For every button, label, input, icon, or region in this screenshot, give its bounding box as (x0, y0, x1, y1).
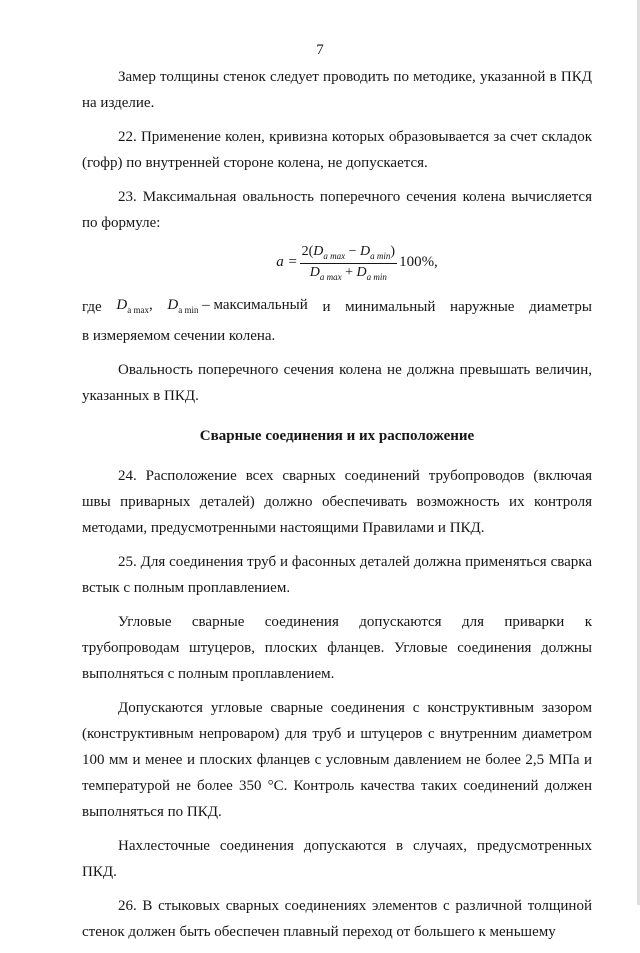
paragraph-measurement: Замер толщины стенок следует проводить по методике, указанной в ПКД на изделие. (82, 69, 592, 111)
paragraph-overlap-joints: Нахлесточные соединения допускаются в случаях, предусмотренных ПКД. (82, 837, 592, 880)
paragraph-26: 26. В стыковых сварных соединениях элементов с различной толщиной стенок должен быть обеспечен плавный переход от большего к меньшему (82, 897, 592, 940)
paragraph-23: 23. Максимальная овальность поперечного сечения колена вычисляется по формуле: (82, 189, 592, 231)
symbol-dmin: $D_{a min}$ – максимальный (167, 296, 308, 315)
formula-fraction (300, 244, 398, 282)
symbol-dmax: $D_{a max}$, (116, 296, 153, 315)
paragraph-allowed-joints: Допускаются угловые сварные соединения с конструктивным зазором (конструктивным непроваром) для труб и штуцеров с внутренним диаметром 100 мм и менее и плоских фланцев с условным давлением не более 2,5 МПа и температурой не более 350 °С. Контроль качества таких соединений должен выполняться по ПКД. (82, 699, 592, 820)
paragraph-ovality: Овальность поперечного сечения колена не должна превышать величин, указанных в ПКД. (82, 361, 592, 404)
section-heading: Сварные соединения и их расположение (199, 427, 475, 444)
formula-tail: 100%, (399, 254, 438, 271)
document-body (82, 64, 592, 953)
paragraph-24: 24. Расположение всех сварных соединений трубопроводов (включая швы приварных деталей) должно обеспечивать возможность их контроля методами, предусмотренными настоящими Правилами и ПКД. (82, 467, 592, 536)
where-word: где (82, 299, 102, 316)
page-number: 7 (316, 42, 324, 58)
formula-denominator: $D_{a max} + D_{a min}$ (309, 264, 387, 282)
formula-numerator: $2(D_{a max} - D_{a min})$ (300, 244, 398, 264)
formula-lhs: a = (276, 254, 298, 271)
paragraph-25: 25. Для соединения труб и фасонных деталей должна применяться сварка встык с полным проплавлением. (82, 553, 592, 596)
paragraph-angle-joints: Угловые сварные соединения допускаются для приварки к трубопроводам штуцеров, плоских фланцев. Угловые соединения должны выполняться с полным проплавлением. (82, 613, 592, 682)
formula-definitions: где $D_{a max}$, $D_{a min}$ – максимальный и минимальный наружные диаметры (82, 292, 592, 323)
paragraph-where-continuation: в измеряемом сечении колена. (82, 327, 276, 344)
ovality-formula (82, 244, 592, 282)
paragraph-22: 22. Применение колен, кривизна которых образовывается за счет складок (гофр) по внутренней стороне колена, не допускается. (82, 129, 592, 171)
